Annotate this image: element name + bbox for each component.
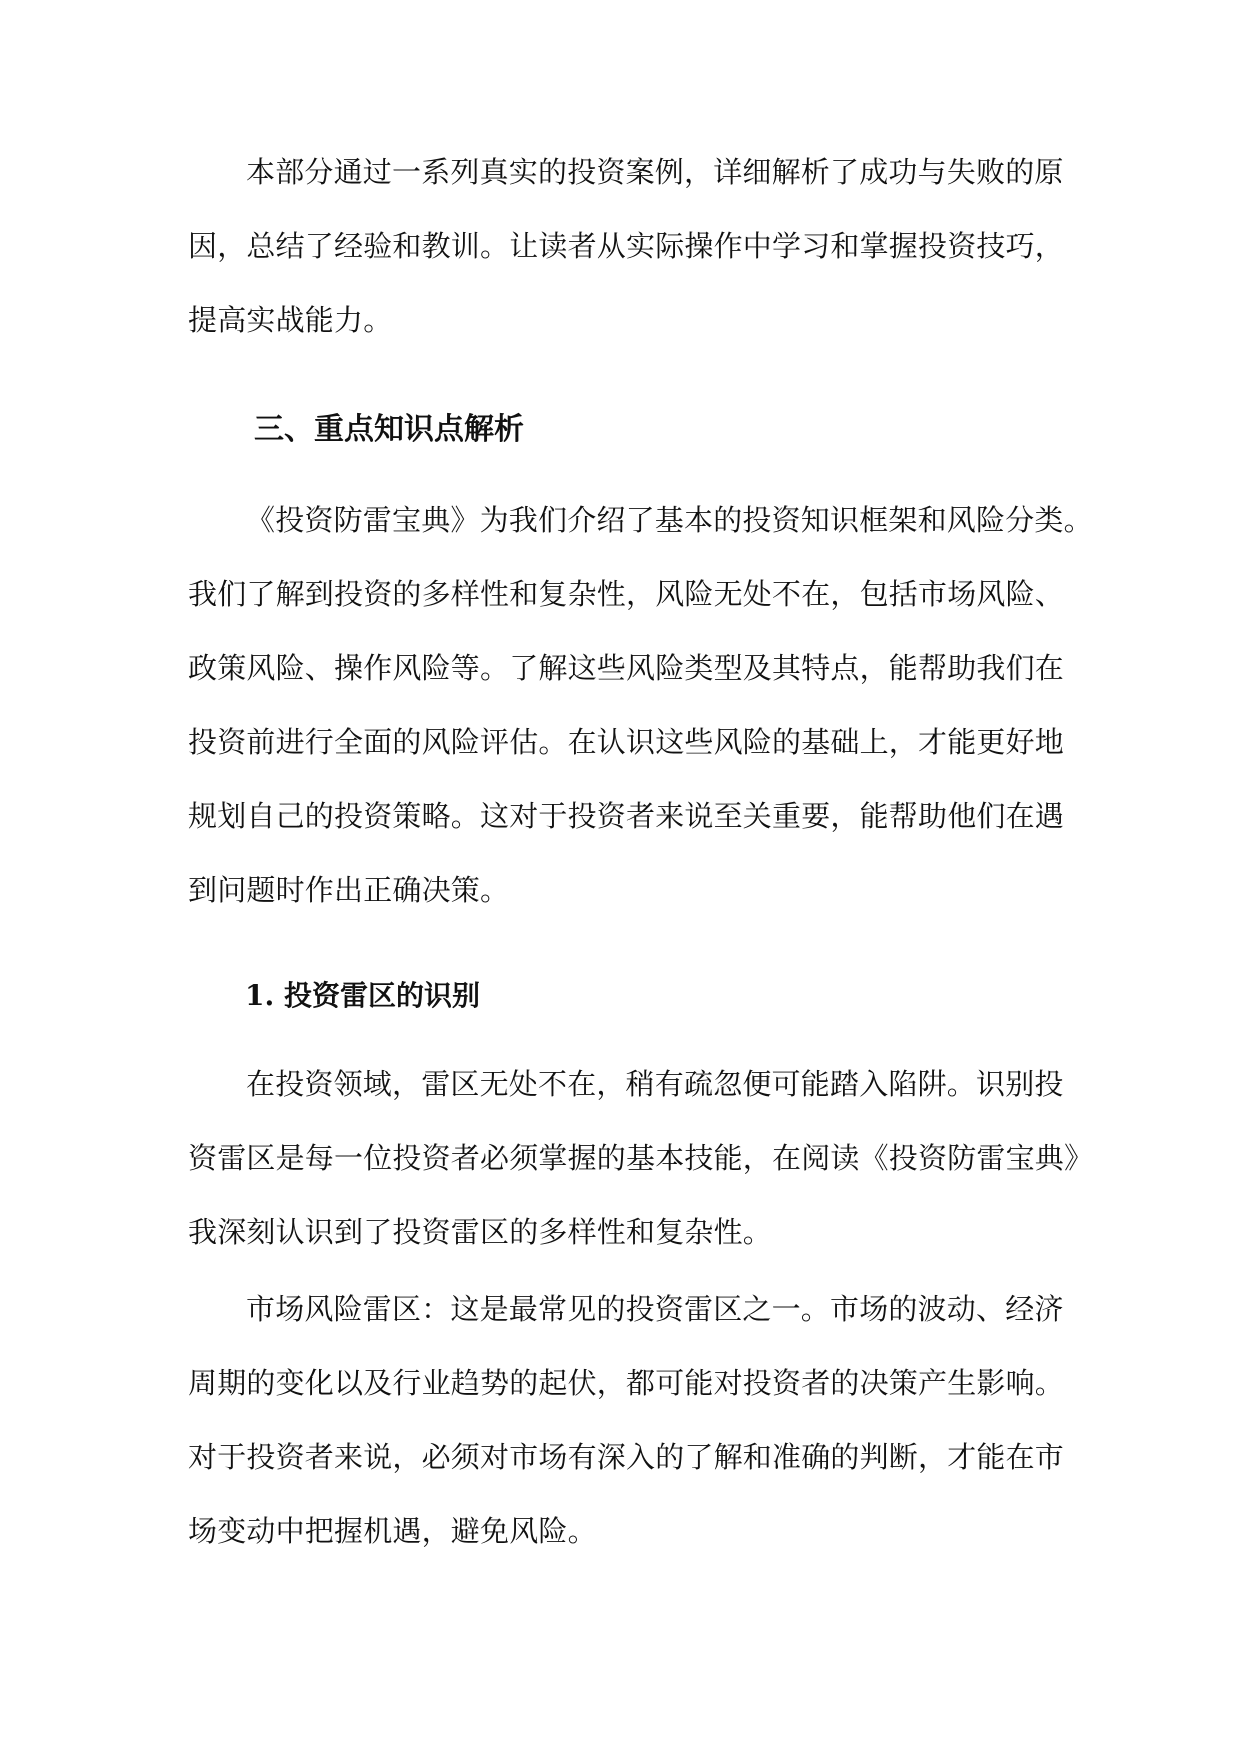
section-heading: 三、重点知识点解析 bbox=[254, 412, 524, 447]
sub1-line-3: 我深刻认识到了投资雷区的多样性和复杂性。 bbox=[188, 1215, 773, 1249]
intro-line-1: 本部分通过一系列真实的投资案例，详细解析了成功与失败的原 bbox=[246, 155, 1064, 189]
intro-line-3: 提高实战能力。 bbox=[188, 303, 393, 337]
sub1-line-1: 在投资领域，雷区无处不在，稍有疏忽便可能踏入陷阱。识别投 bbox=[246, 1067, 1064, 1101]
section-line-4: 投资前进行全面的风险评估。在认识这些风险的基础上，才能更好地 bbox=[188, 725, 1065, 759]
section-line-5: 规划自己的投资策略。这对于投资者来说至关重要，能帮助他们在遇 bbox=[188, 799, 1065, 833]
sub2-line-3: 对于投资者来说，必须对市场有深入的了解和准确的判断，才能在市 bbox=[188, 1440, 1065, 1474]
section-line-3: 政策风险、操作风险等。了解这些风险类型及其特点，能帮助我们在 bbox=[188, 651, 1065, 685]
section-line-1: 《投资防雷宝典》为我们介绍了基本的投资知识框架和风险分类。 bbox=[246, 503, 1093, 537]
sub2-line-2: 周期的变化以及行业趋势的起伏，都可能对投资者的决策产生影响。 bbox=[188, 1366, 1065, 1400]
section-line-6: 到问题时作出正确决策。 bbox=[188, 873, 510, 907]
sub2-line-4: 场变动中把握机遇，避免风险。 bbox=[188, 1514, 597, 1548]
section-line-2: 我们了解到投资的多样性和复杂性，风险无处不在，包括市场风险、 bbox=[188, 577, 1065, 611]
sub1-line-2: 资雷区是每一位投资者必须掌握的基本技能，在阅读《投资防雷宝典》 bbox=[188, 1141, 1094, 1175]
sub2-line-1: 市场风险雷区：这是最常见的投资雷区之一。市场的波动、经济 bbox=[246, 1292, 1064, 1326]
subheading: 1. 投资雷区的识别 bbox=[245, 979, 480, 1012]
intro-line-2: 因，总结了经验和教训。让读者从实际操作中学习和掌握投资技巧， bbox=[188, 229, 1065, 263]
